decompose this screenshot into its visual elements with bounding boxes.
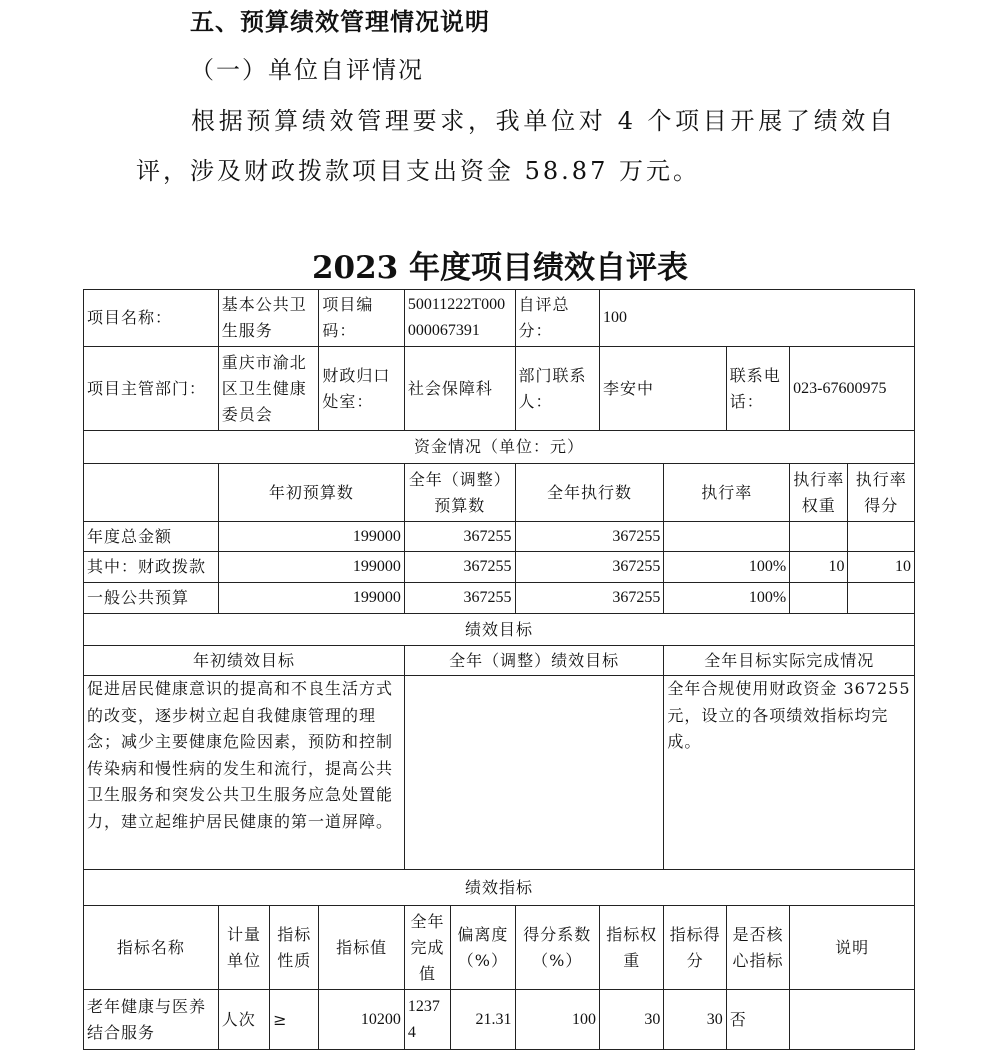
- project-name-label: 项目名称：: [84, 290, 219, 347]
- funds-row-score: [848, 583, 915, 614]
- sub-heading: （一）单位自评情况: [190, 56, 424, 84]
- ind-value: 10200: [319, 990, 405, 1050]
- funds-row-score: [848, 522, 915, 552]
- funds-row-executed: 367255: [515, 583, 664, 614]
- ind-coef: 100: [515, 990, 600, 1050]
- funds-header-rate: 执行率: [664, 464, 790, 522]
- funds-row-label: 年度总金额: [84, 522, 219, 552]
- funds-header-score: 执行率得分: [848, 464, 915, 522]
- goals-section-label: 绩效目标: [84, 614, 915, 646]
- funds-row-executed: 367255: [515, 522, 664, 552]
- ind-unit: 人次: [218, 990, 269, 1050]
- funds-row-rate: 100%: [664, 552, 790, 583]
- funds-row-weight: 10: [790, 552, 848, 583]
- indicators-section-label: 绩效指标: [84, 870, 915, 906]
- dept-name: 重庆市渝北区卫生健康委员会: [218, 347, 319, 431]
- funds-row-weight: [790, 522, 848, 552]
- funds-row-label: 一般公共预算: [84, 583, 219, 614]
- contact-label: 部门联系人：: [515, 347, 600, 431]
- funds-row-executed: 367255: [515, 552, 664, 583]
- funds-row-score: 10: [848, 552, 915, 583]
- contact-name: 李安中: [600, 347, 727, 431]
- ind-note: [790, 990, 915, 1050]
- ind-core: 否: [726, 990, 789, 1050]
- intro-paragraph: 根据预算绩效管理要求，我单位对 4 个项目开展了绩效自评，涉及财政拨款项目支出资金 58.87 万元。: [136, 107, 896, 185]
- initial-goal-text: 促进居民健康意识的提高和不良生活方式的改变，逐步树立起自我健康管理的理念；减少主要健康危险因素，预防和控制传染病和慢性病的发生和流行，提高公共卫生服务和突发公共卫生服务应急处置能力，建立起维护居民健康的第一道屏障。: [84, 676, 405, 870]
- office-name: 社会保障科: [404, 347, 515, 431]
- funds-row-rate: 100%: [664, 583, 790, 614]
- ind-header-nature: 指标性质: [270, 906, 319, 990]
- dept-label: 项目主管部门：: [84, 347, 219, 431]
- funds-header-initial: 年初预算数: [218, 464, 404, 522]
- ind-header-actual: 全年完成值: [404, 906, 450, 990]
- ind-header-value: 指标值: [319, 906, 405, 990]
- goals-header-initial: 年初绩效目标: [84, 646, 405, 676]
- ind-header-unit: 计量单位: [218, 906, 269, 990]
- funds-row-initial: 199000: [218, 583, 404, 614]
- section-heading: 五、预算绩效管理情况说明: [190, 8, 490, 36]
- funds-row-initial: 199000: [218, 522, 404, 552]
- project-code: 50011222T000000067391: [404, 290, 515, 347]
- ind-header-name: 指标名称: [84, 906, 219, 990]
- adjusted-goal-text: [404, 676, 664, 870]
- ind-header-note: 说明: [790, 906, 915, 990]
- funds-row-rate: [664, 522, 790, 552]
- funds-row-adjusted: 367255: [404, 522, 515, 552]
- ind-header-score: 指标得分: [664, 906, 726, 990]
- funds-header-weight: 执行率权重: [790, 464, 848, 522]
- indicator-row: [84, 990, 915, 1050]
- funds-row-initial: 199000: [218, 552, 404, 583]
- ind-header-coef: 得分系数（%）: [515, 906, 600, 990]
- goals-header-completion: 全年目标实际完成情况: [664, 646, 915, 676]
- ind-score: 30: [664, 990, 726, 1050]
- project-name: 基本公共卫生服务: [218, 290, 319, 347]
- funds-row-adjusted: 367255: [404, 552, 515, 583]
- funds-row: [84, 552, 915, 583]
- ind-actual: 12374: [404, 990, 450, 1050]
- ind-deviation: 21.31: [451, 990, 515, 1050]
- ind-header-weight: 指标权重: [600, 906, 664, 990]
- funds-row: [84, 522, 915, 552]
- goals-header-adjusted: 全年（调整）绩效目标: [404, 646, 664, 676]
- ind-name: 老年健康与医养结合服务: [84, 990, 219, 1050]
- funds-row-adjusted: 367255: [404, 583, 515, 614]
- funds-section-label: 资金情况（单位：元）: [84, 431, 915, 464]
- office-label: 财政归口处室：: [319, 347, 405, 431]
- funds-header-adjusted: 全年（调整）预算数: [404, 464, 515, 522]
- funds-row: [84, 583, 915, 614]
- ind-weight: 30: [600, 990, 664, 1050]
- ind-nature: ≥: [270, 990, 319, 1050]
- performance-table: [83, 289, 915, 1050]
- self-score: 100: [600, 290, 915, 347]
- funds-header-blank: [84, 464, 219, 522]
- funds-row-weight: [790, 583, 848, 614]
- funds-header-executed: 全年执行数: [515, 464, 664, 522]
- phone-label: 联系电话：: [726, 347, 789, 431]
- table-title: 2023 年度项目绩效自评表: [311, 250, 689, 286]
- ind-header-core: 是否核心指标: [726, 906, 789, 990]
- project-code-label: 项目编码：: [319, 290, 405, 347]
- completion-text: 全年合规使用财政资金 367255 元，设立的各项绩效指标均完成。: [664, 676, 915, 870]
- ind-header-deviation: 偏离度（%）: [451, 906, 515, 990]
- phone-number: 023-67600975: [790, 347, 915, 431]
- funds-row-label: 其中：财政拨款: [84, 552, 219, 583]
- self-score-label: 自评总分：: [515, 290, 600, 347]
